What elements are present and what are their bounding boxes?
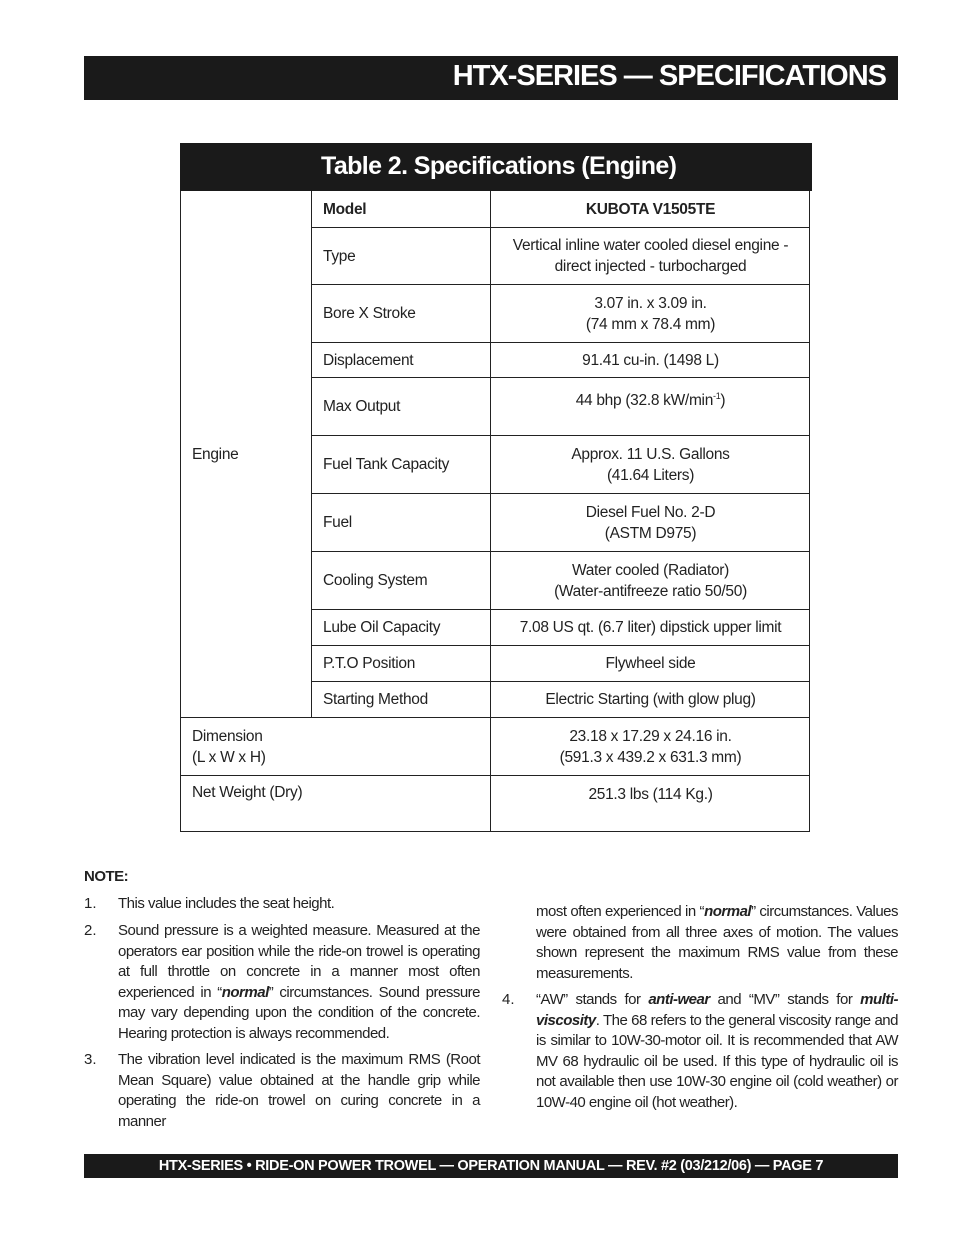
dimension-label-line2: (L x W x H) [192, 748, 266, 766]
note-text: Sound pressure is a weighted measure. Measured at the operators ear position while the ride-on trowel is operating at full throttle on concrete in a manner most often experienced in “ [118, 922, 480, 1001]
spec-value [491, 645, 810, 681]
spec-label: Type [312, 227, 491, 284]
spec-value-line: Flywheel side [605, 655, 696, 672]
spec-label: Lube Oil Capacity [312, 609, 491, 645]
spec-value-line: Approx. 11 U.S. Gallons [571, 445, 730, 463]
spec-value-line: Electric Starting (with glow plug) [545, 691, 756, 708]
spec-value-line [576, 386, 726, 411]
note-2-number: 2. [84, 922, 97, 939]
spec-label: Bore X Stroke [312, 284, 491, 342]
spec-label: Max Output [312, 377, 491, 435]
spec-value-line: (Water-antifreeze ratio 50/50) [554, 582, 747, 600]
spec-label: Model [312, 191, 491, 227]
note-text: . The 68 refers to the general viscosity range and is similar to 10W-30-motor oil. It is recommended that AW MV 68 hydraulic oil be used. If this type of hydraulic oil is not available then use 10W-30 engine oil (cold weather) or 10W-40 engine oil (hot weather). [536, 1011, 898, 1111]
spec-value-line: (41.64 Liters) [606, 466, 695, 484]
note-1-number: 1. [84, 895, 97, 912]
spec-label: P.T.O Position [312, 645, 491, 681]
spec-label: Cooling System [312, 551, 491, 609]
notes-heading: NOTE: [84, 868, 129, 885]
spec-label: Starting Method [312, 681, 491, 717]
spec-value-line: Vertical inline water cooled diesel engine - [512, 237, 789, 254]
note-3-part-2 [536, 902, 898, 984]
spec-value-text: 44 bhp (32.8 kW/min [575, 392, 714, 410]
spec-value-line: direct injected - turbocharged [554, 258, 747, 275]
net-weight-value: 251.3 lbs (114 Kg.) [491, 775, 810, 832]
dimension-value-line1: 23.18 x 17.29 x 24.16 in. [569, 727, 732, 745]
note-emphasis: normal [221, 983, 269, 1001]
table-title-bar [180, 143, 812, 191]
dimension-label [181, 717, 491, 775]
page-title: HTX-SERIES — SPECIFICATIONS [452, 60, 886, 92]
spec-value-line: 7.08 US qt. (6.7 liter) dipstick upper limit [519, 619, 782, 636]
spec-value-line: 3.07 in. x 3.09 in. [594, 294, 707, 312]
spec-value-line: 91.41 cu-in. (1498 L) [582, 351, 719, 369]
spec-value [491, 227, 810, 284]
note-2 [118, 921, 480, 1044]
spec-label: Fuel Tank Capacity [312, 435, 491, 493]
spec-value-line: (74 mm x 78.4 mm) [585, 315, 716, 333]
note-text: ” circumstances. Sound pressure may vary depending upon the condition of the concrete. Hearing protection is always recommended. [118, 983, 480, 1042]
note-emphasis: anti-wear [648, 991, 710, 1008]
note-emphasis: multi-viscosity [536, 991, 898, 1029]
note-1: This value includes the seat height. [118, 895, 335, 912]
note-4-number: 4. [502, 991, 515, 1008]
spec-value-line: Diesel Fuel No. 2-D [585, 503, 716, 521]
spec-value [491, 342, 810, 377]
spec-label: Fuel [312, 493, 491, 551]
page-footer: HTX-SERIES • RIDE-ON POWER TROWEL — OPERATION MANUAL — REV. #2 (03/212/06) — PAGE 7 [84, 1154, 898, 1178]
spec-value [491, 435, 810, 493]
note-emphasis: normal [704, 903, 752, 920]
dimension-label-line1: Dimension [192, 727, 263, 745]
spec-value [491, 493, 810, 551]
page-header-bar [84, 56, 898, 100]
dimension-value [491, 717, 810, 775]
spec-value-superscript: -1 [713, 391, 721, 401]
spec-value [491, 377, 810, 435]
dimension-value-line2: (591.3 x 439.2 x 631.3 mm) [559, 748, 742, 766]
note-text: “AW” stands for [536, 991, 649, 1008]
note-text: ” circumstances. Values were obtained from all three axes of motion. The values shown represent the maximum RMS value from these measurements. [536, 903, 898, 982]
spec-value-line: KUBOTA V1505TE [585, 200, 716, 218]
note-text: most often experienced in “ [536, 903, 705, 920]
net-weight-label: Net Weight (Dry) [181, 775, 491, 832]
note-3-part-1: The vibration level indicated is the maximum RMS (Root Mean Square) value obtained at the handle grip while operating the ride-on trowel on curing concrete in a manner [118, 1051, 480, 1130]
spec-value [491, 191, 810, 227]
engine-specifications-table [180, 143, 810, 832]
engine-group-label: Engine [192, 445, 239, 463]
spec-value [491, 681, 810, 717]
spec-value [491, 284, 810, 342]
spec-label: Displacement [312, 342, 491, 377]
spec-value [491, 609, 810, 645]
spec-value-line: (ASTM D975) [604, 524, 697, 542]
note-4 [536, 990, 898, 1113]
spec-value [491, 551, 810, 609]
table-title: Table 2. Specifications (Engine) [321, 152, 677, 180]
spec-value-text: ) [720, 392, 726, 410]
spec-value-line: Water cooled (Radiator) [571, 561, 730, 579]
note-text: and “MV” stands for [709, 991, 861, 1008]
note-3-number: 3. [84, 1051, 97, 1068]
